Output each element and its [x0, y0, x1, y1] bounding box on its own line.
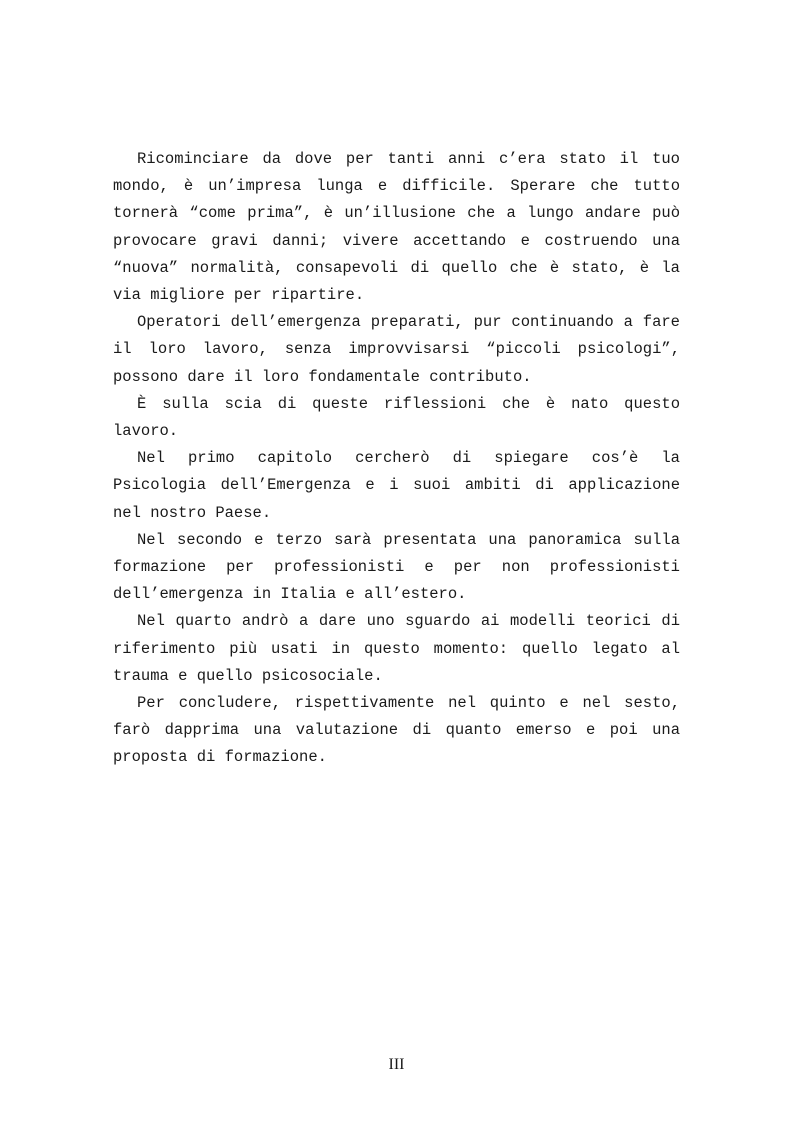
paragraph-conclusion: Per concludere, rispettivamente nel quinto e nel sesto, farò dapprima una valutazione di quanto emerso e poi una proposta di formazione.: [113, 694, 680, 767]
paragraph-chapter-one: Nel primo capitolo cercherò di spiegare cos’è la Psicologia dell’Emergenza e i suoi ambiti di applicazione nel nostro Paese.: [113, 449, 680, 522]
paragraph-reflections: È sulla scia di queste riflessioni che è nato questo lavoro.: [113, 394, 680, 441]
paragraph-intro: Ricominciare da dove per tanti anni c’era stato il tuo mondo, è un’impresa lunga e difficile. Sperare che tutto tornerà “come prima”, è un’illusione che a lungo andare può provocare gravi danni; vivere accettando e costruendo una “nuova” normalità, consapevoli di quello che è stato, è la via migliore per ripartire.: [113, 150, 680, 305]
paragraph-operators: Operatori dell’emergenza preparati, pur continuando a fare il loro lavoro, senza improvvisarsi “piccoli psicologi”, possono dare il loro fondamentale contributo.: [113, 313, 680, 386]
paragraph-chapters-two-three: Nel secondo e terzo sarà presentata una panoramica sulla formazione per professionisti e per non professionisti dell’emergenza in Italia e all’estero.: [113, 530, 680, 604]
paragraph-chapter-four: Nel quarto andrò a dare uno sguardo ai modelli teorici di riferimento più usati in questo momento: quello legato al trauma e quello psicosociale.: [113, 612, 680, 685]
body-text: [113, 146, 680, 772]
page-number: III: [388, 1056, 405, 1073]
